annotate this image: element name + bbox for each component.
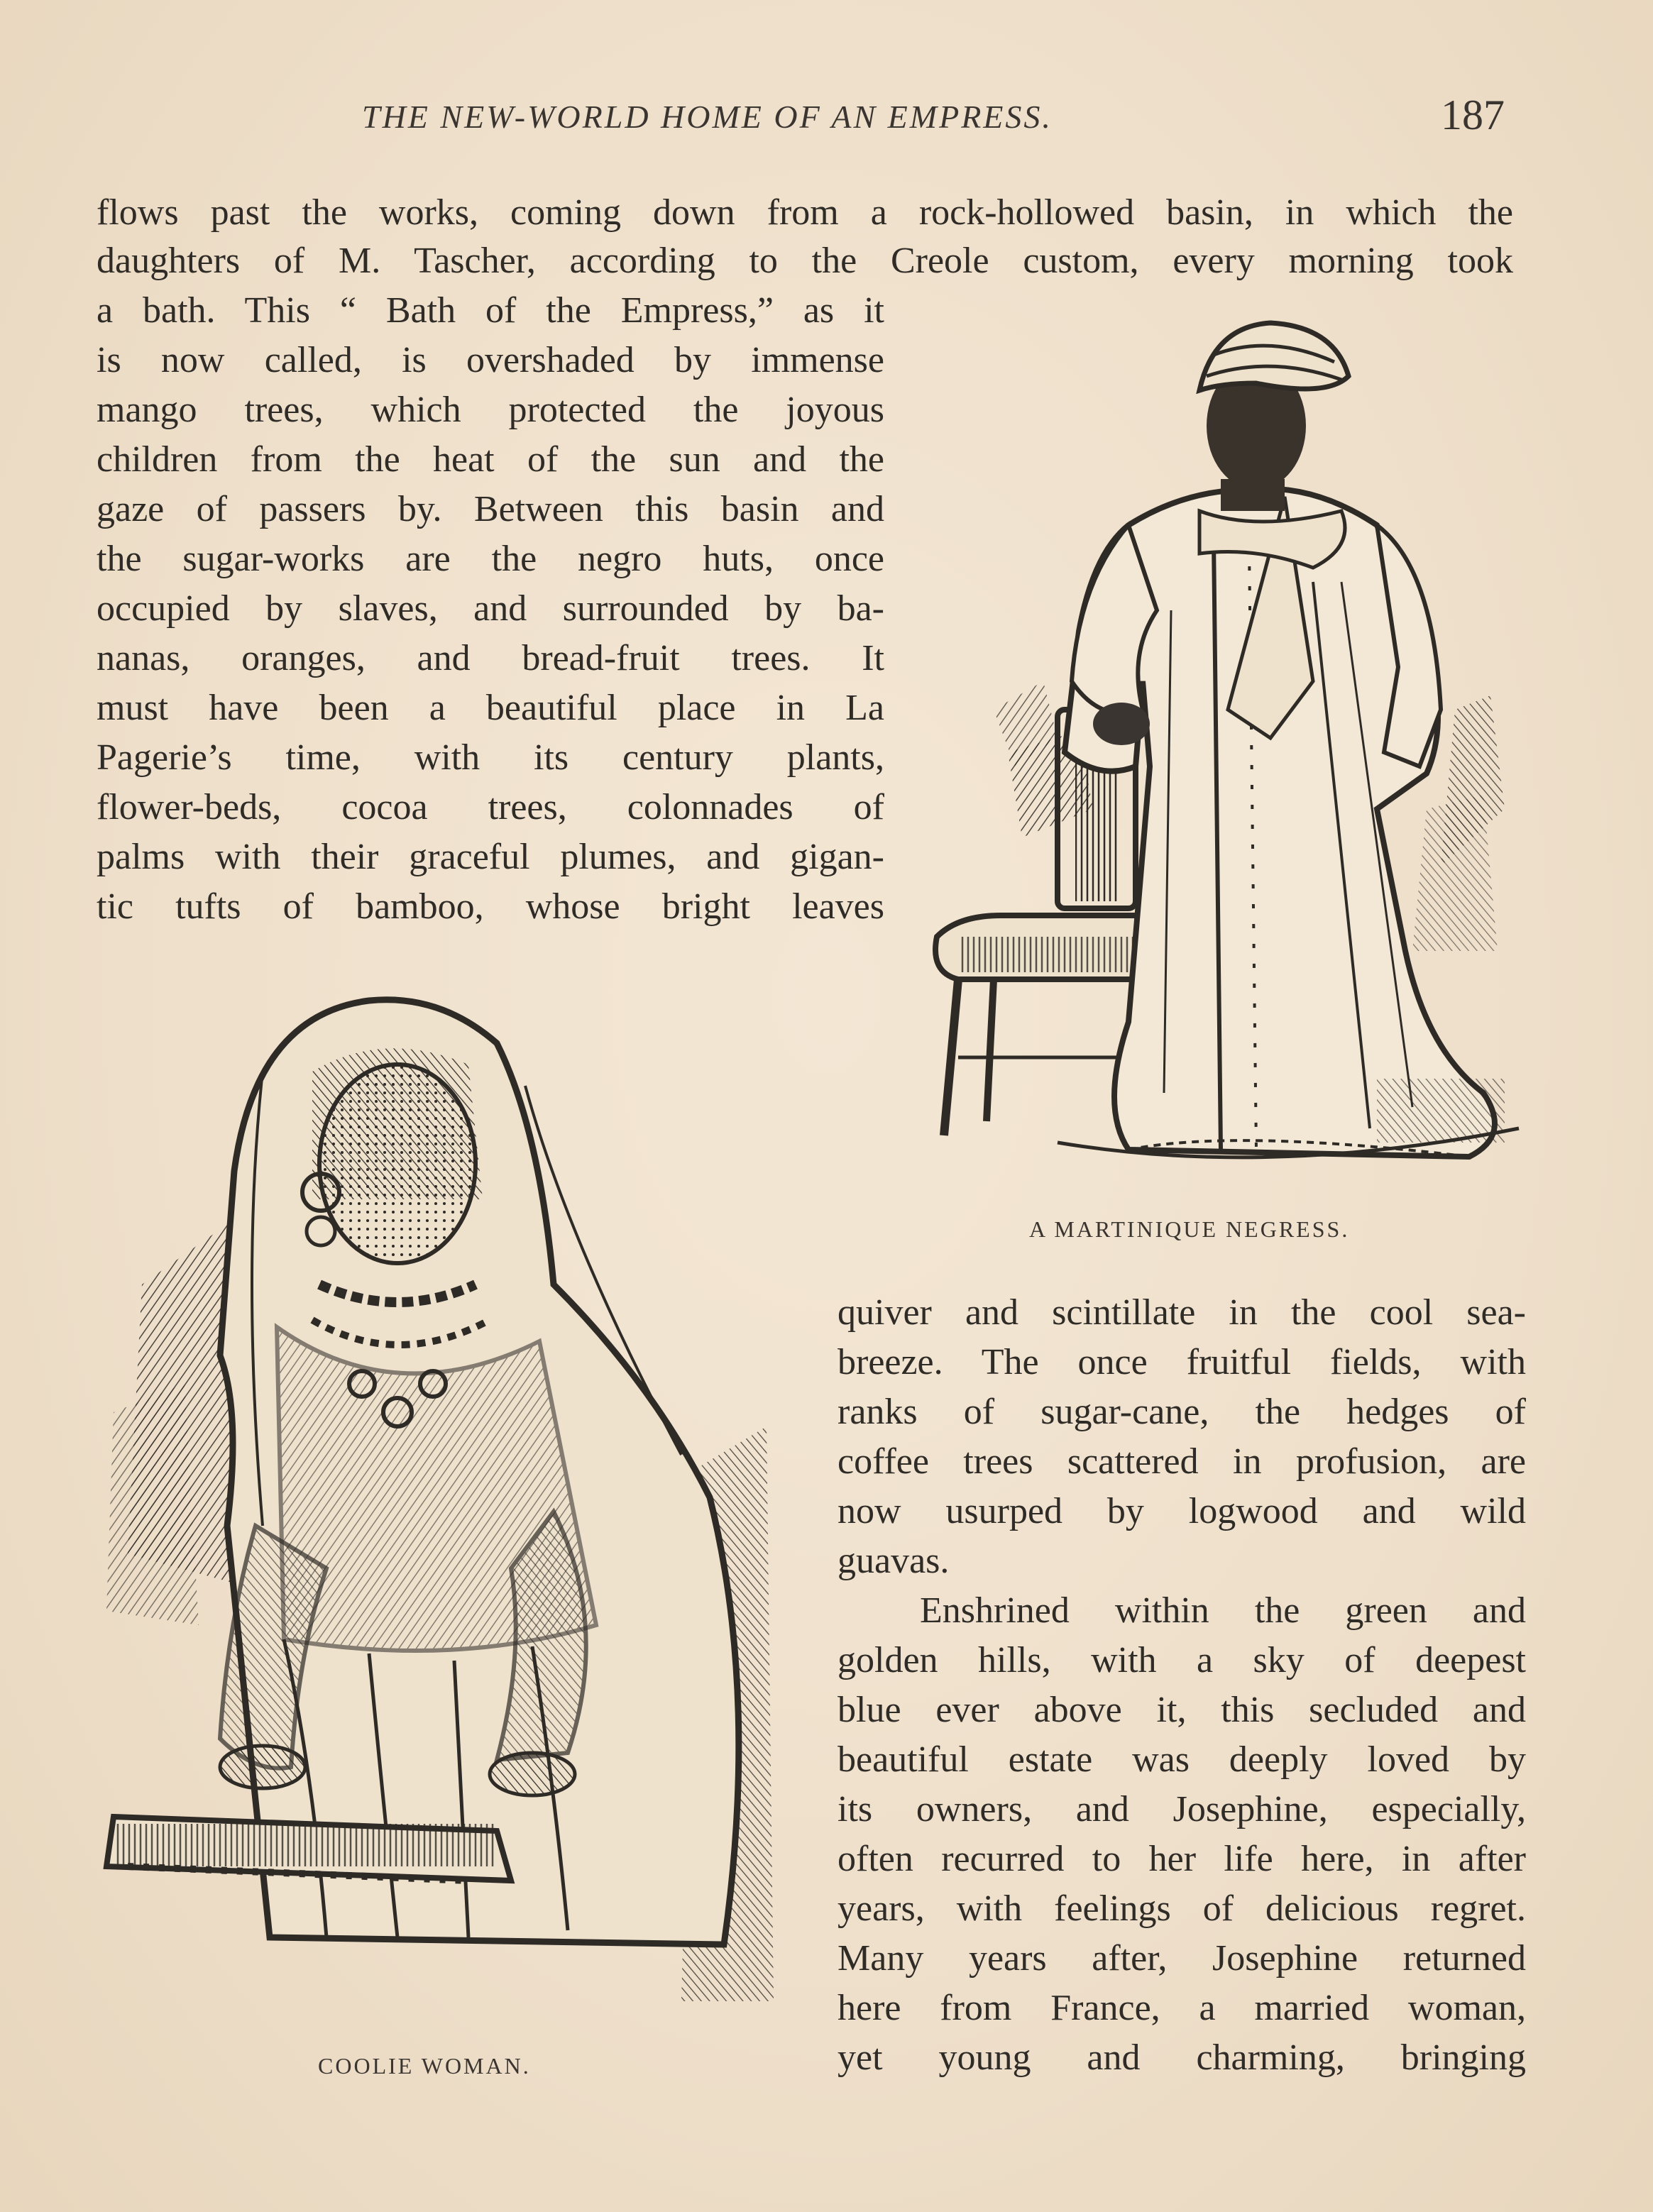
- text-line: its owners, and Josephine, especially,: [838, 1789, 1526, 1829]
- text-line: tic tufts of bamboo, whose bright leaves: [97, 886, 884, 927]
- text-line: now usurped by logwood and wild: [838, 1491, 1526, 1531]
- text-line: palms with their graceful plumes, and gigan-: [97, 837, 884, 877]
- text-line: is now called, is overshaded by immense: [97, 340, 884, 380]
- text-line: flows past the works, coming down from a rock-hollowed basin, in which the: [97, 192, 1513, 233]
- martinique-woman-engraving: [916, 312, 1533, 1192]
- text-line: yet young and charming, bringing: [838, 2037, 1526, 2078]
- text-line: here from France, a married woman,: [838, 1988, 1526, 2028]
- text-line: ranks of sugar-cane, the hedges of: [838, 1392, 1526, 1432]
- text-line: a bath. This “ Bath of the Empress,” as it: [97, 290, 884, 331]
- coolie-woman-engraving: [99, 986, 781, 2015]
- text-line: quiver and scintillate in the cool sea-: [838, 1292, 1526, 1333]
- text-line: children from the heat of the sun and the: [97, 439, 884, 480]
- text-line: Pagerie’s time, with its century plants,: [97, 737, 884, 778]
- text-line: Many years after, Josephine returned: [838, 1938, 1526, 1979]
- figure-caption-martinique: A MARTINIQUE NEGRESS.: [1029, 1216, 1350, 1242]
- text-line: years, with feelings of delicious regret.: [838, 1888, 1526, 1929]
- text-line: daughters of M. Tascher, according to the Creole custom, every morning took: [97, 241, 1513, 281]
- text-line: Enshrined within the green and: [920, 1590, 1526, 1631]
- text-line: beautiful estate was deeply loved by: [838, 1739, 1526, 1780]
- text-line: flower-beds, cocoa trees, colonnades of: [97, 787, 884, 827]
- text-line: must have been a beautiful place in La: [97, 688, 884, 728]
- text-line: blue ever above it, this secluded and: [838, 1690, 1526, 1730]
- text-line: occupied by slaves, and surrounded by ba-: [97, 588, 884, 629]
- text-line: nanas, oranges, and bread-fruit trees. It: [97, 638, 884, 678]
- text-line: golden hills, with a sky of deepest: [838, 1640, 1526, 1680]
- text-line: the sugar-works are the negro huts, once: [97, 539, 884, 579]
- figure-caption-coolie: COOLIE WOMAN.: [318, 2053, 531, 2079]
- text-line: guavas.: [838, 1541, 950, 1581]
- page-number: 187: [1441, 92, 1505, 138]
- text-line: mango trees, which protected the joyous: [97, 390, 884, 430]
- running-head: THE NEW-WORLD HOME OF AN EMPRESS.: [362, 99, 1053, 135]
- text-line: often recurred to her life here, in after: [838, 1839, 1526, 1879]
- text-line: gaze of passers by. Between this basin and: [97, 489, 884, 529]
- text-line: coffee trees scattered in profusion, are: [838, 1441, 1526, 1482]
- text-line: breeze. The once fruitful fields, with: [838, 1342, 1526, 1382]
